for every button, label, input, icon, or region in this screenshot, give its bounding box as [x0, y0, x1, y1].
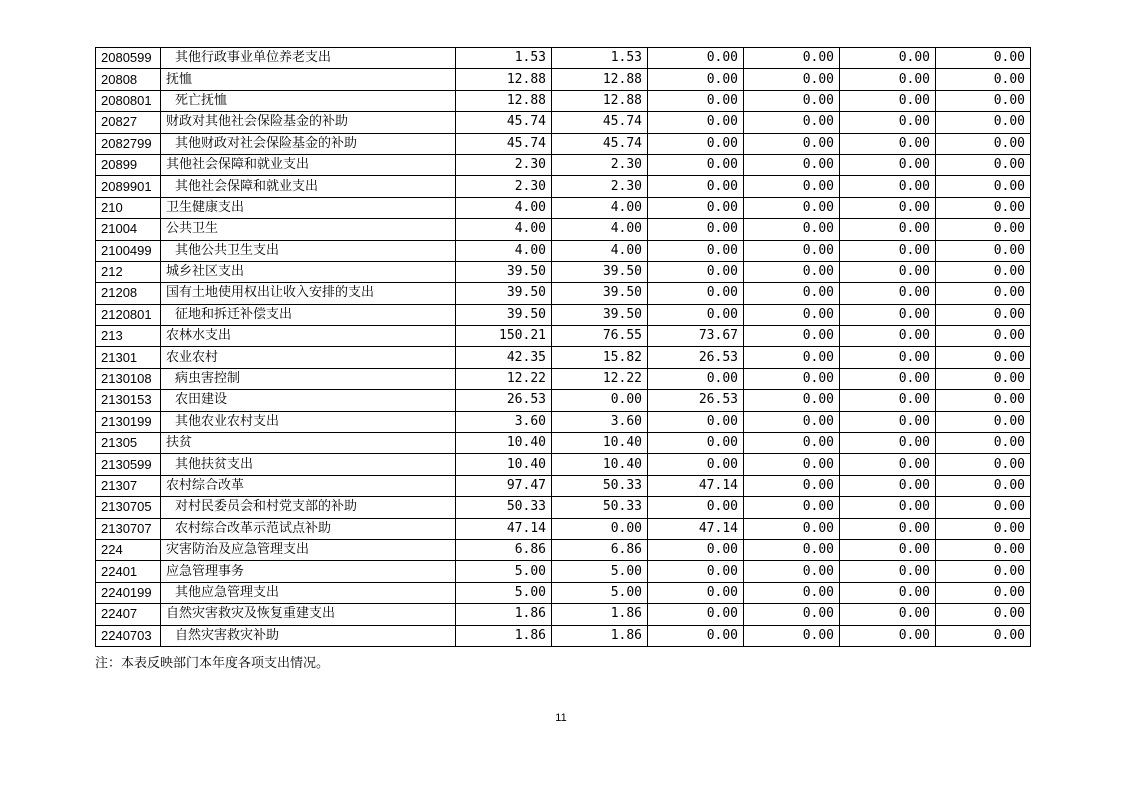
- column-2-amount-cell: 1.86: [552, 604, 648, 625]
- subject-name-cell: 国有土地使用权出让收入安排的支出: [161, 283, 456, 304]
- table-row: [96, 240, 1031, 261]
- subject-name-cell: 其他财政对社会保险基金的补助: [161, 133, 456, 154]
- table-row: [96, 604, 1031, 625]
- column-6-amount-cell: 0.00: [936, 283, 1031, 304]
- column-3-amount-cell: 73.67: [648, 326, 744, 347]
- column-6-amount-cell: 0.00: [936, 475, 1031, 496]
- total-amount-cell: 5.00: [456, 561, 552, 582]
- column-6-amount-cell: 0.00: [936, 48, 1031, 69]
- column-3-amount-cell: 0.00: [648, 582, 744, 603]
- column-3-amount-cell: 0.00: [648, 261, 744, 282]
- subject-code-cell: 2089901: [96, 176, 161, 197]
- total-amount-cell: 12.88: [456, 90, 552, 111]
- column-6-amount-cell: 0.00: [936, 261, 1031, 282]
- column-6-amount-cell: 0.00: [936, 133, 1031, 154]
- column-6-amount-cell: 0.00: [936, 604, 1031, 625]
- column-5-amount-cell: 0.00: [840, 326, 936, 347]
- column-6-amount-cell: 0.00: [936, 561, 1031, 582]
- column-4-amount-cell: 0.00: [744, 69, 840, 90]
- column-5-amount-cell: 0.00: [840, 604, 936, 625]
- column-3-amount-cell: 0.00: [648, 411, 744, 432]
- column-3-amount-cell: 47.14: [648, 475, 744, 496]
- column-2-amount-cell: 4.00: [552, 219, 648, 240]
- column-4-amount-cell: 0.00: [744, 561, 840, 582]
- column-4-amount-cell: 0.00: [744, 411, 840, 432]
- column-4-amount-cell: 0.00: [744, 539, 840, 560]
- subject-code-cell: 2240199: [96, 582, 161, 603]
- column-3-amount-cell: 0.00: [648, 176, 744, 197]
- column-2-amount-cell: 12.88: [552, 69, 648, 90]
- subject-code-cell: 2082799: [96, 133, 161, 154]
- table-row: [96, 561, 1031, 582]
- total-amount-cell: 45.74: [456, 133, 552, 154]
- column-4-amount-cell: 0.00: [744, 582, 840, 603]
- column-5-amount-cell: 0.00: [840, 240, 936, 261]
- table-row: [96, 176, 1031, 197]
- total-amount-cell: 12.88: [456, 69, 552, 90]
- column-6-amount-cell: 0.00: [936, 390, 1031, 411]
- table-note: 注：本表反映部门本年度各项支出情况。: [95, 656, 330, 671]
- column-6-amount-cell: 0.00: [936, 582, 1031, 603]
- column-6-amount-cell: 0.00: [936, 625, 1031, 646]
- column-2-amount-cell: 10.40: [552, 454, 648, 475]
- column-5-amount-cell: 0.00: [840, 304, 936, 325]
- total-amount-cell: 39.50: [456, 304, 552, 325]
- total-amount-cell: 4.00: [456, 197, 552, 218]
- table-row: [96, 518, 1031, 539]
- subject-code-cell: 21301: [96, 347, 161, 368]
- column-2-amount-cell: 6.86: [552, 539, 648, 560]
- subject-name-cell: 农田建设: [161, 390, 456, 411]
- column-5-amount-cell: 0.00: [840, 433, 936, 454]
- column-5-amount-cell: 0.00: [840, 518, 936, 539]
- subject-name-cell: 卫生健康支出: [161, 197, 456, 218]
- subject-code-cell: 21004: [96, 219, 161, 240]
- subject-name-cell: 自然灾害救灾及恢复重建支出: [161, 604, 456, 625]
- table-row: [96, 582, 1031, 603]
- column-3-amount-cell: 0.00: [648, 433, 744, 454]
- total-amount-cell: 2.30: [456, 154, 552, 175]
- table-row: [96, 48, 1031, 69]
- column-2-amount-cell: 2.30: [552, 154, 648, 175]
- column-3-amount-cell: 0.00: [648, 69, 744, 90]
- table-row: [96, 411, 1031, 432]
- column-3-amount-cell: 0.00: [648, 240, 744, 261]
- column-2-amount-cell: 0.00: [552, 518, 648, 539]
- column-5-amount-cell: 0.00: [840, 454, 936, 475]
- column-3-amount-cell: 47.14: [648, 518, 744, 539]
- column-3-amount-cell: 0.00: [648, 90, 744, 111]
- column-6-amount-cell: 0.00: [936, 497, 1031, 518]
- column-3-amount-cell: 0.00: [648, 154, 744, 175]
- column-6-amount-cell: 0.00: [936, 176, 1031, 197]
- subject-name-cell: 城乡社区支出: [161, 261, 456, 282]
- column-6-amount-cell: 0.00: [936, 326, 1031, 347]
- subject-name-cell: 病虫害控制: [161, 368, 456, 389]
- subject-name-cell: 其他公共卫生支出: [161, 240, 456, 261]
- column-4-amount-cell: 0.00: [744, 112, 840, 133]
- column-2-amount-cell: 39.50: [552, 283, 648, 304]
- expenditure-table: [95, 47, 1031, 647]
- subject-code-cell: 21305: [96, 433, 161, 454]
- column-4-amount-cell: 0.00: [744, 625, 840, 646]
- column-6-amount-cell: 0.00: [936, 368, 1031, 389]
- column-3-amount-cell: 0.00: [648, 48, 744, 69]
- subject-code-cell: 20827: [96, 112, 161, 133]
- column-3-amount-cell: 26.53: [648, 390, 744, 411]
- table-row: [96, 454, 1031, 475]
- column-5-amount-cell: 0.00: [840, 90, 936, 111]
- total-amount-cell: 1.53: [456, 48, 552, 69]
- total-amount-cell: 45.74: [456, 112, 552, 133]
- subject-name-cell: 农村综合改革示范试点补助: [161, 518, 456, 539]
- column-5-amount-cell: 0.00: [840, 261, 936, 282]
- subject-code-cell: 212: [96, 261, 161, 282]
- subject-name-cell: 对村民委员会和村党支部的补助: [161, 497, 456, 518]
- subject-name-cell: 公共卫生: [161, 219, 456, 240]
- column-5-amount-cell: 0.00: [840, 48, 936, 69]
- table-row: [96, 219, 1031, 240]
- column-4-amount-cell: 0.00: [744, 283, 840, 304]
- subject-code-cell: 2130707: [96, 518, 161, 539]
- column-3-amount-cell: 0.00: [648, 625, 744, 646]
- column-4-amount-cell: 0.00: [744, 154, 840, 175]
- page-number: 11: [555, 712, 567, 724]
- column-2-amount-cell: 12.88: [552, 90, 648, 111]
- column-5-amount-cell: 0.00: [840, 219, 936, 240]
- table-body: [96, 48, 1031, 647]
- total-amount-cell: 26.53: [456, 390, 552, 411]
- subject-name-cell: 其他农业农村支出: [161, 411, 456, 432]
- subject-code-cell: 22401: [96, 561, 161, 582]
- column-3-amount-cell: 26.53: [648, 347, 744, 368]
- column-4-amount-cell: 0.00: [744, 368, 840, 389]
- column-2-amount-cell: 1.86: [552, 625, 648, 646]
- column-2-amount-cell: 45.74: [552, 112, 648, 133]
- total-amount-cell: 12.22: [456, 368, 552, 389]
- column-3-amount-cell: 0.00: [648, 219, 744, 240]
- column-4-amount-cell: 0.00: [744, 433, 840, 454]
- column-5-amount-cell: 0.00: [840, 390, 936, 411]
- column-2-amount-cell: 76.55: [552, 326, 648, 347]
- subject-name-cell: 抚恤: [161, 69, 456, 90]
- table-row: [96, 112, 1031, 133]
- column-6-amount-cell: 0.00: [936, 197, 1031, 218]
- subject-name-cell: 自然灾害救灾补助: [161, 625, 456, 646]
- table-row: [96, 197, 1031, 218]
- column-6-amount-cell: 0.00: [936, 454, 1031, 475]
- column-2-amount-cell: 3.60: [552, 411, 648, 432]
- subject-code-cell: 2130108: [96, 368, 161, 389]
- column-2-amount-cell: 0.00: [552, 390, 648, 411]
- total-amount-cell: 39.50: [456, 261, 552, 282]
- column-4-amount-cell: 0.00: [744, 197, 840, 218]
- column-4-amount-cell: 0.00: [744, 219, 840, 240]
- column-2-amount-cell: 4.00: [552, 240, 648, 261]
- table-row: [96, 133, 1031, 154]
- total-amount-cell: 4.00: [456, 240, 552, 261]
- column-6-amount-cell: 0.00: [936, 154, 1031, 175]
- column-6-amount-cell: 0.00: [936, 539, 1031, 560]
- table-row: [96, 368, 1031, 389]
- column-2-amount-cell: 39.50: [552, 261, 648, 282]
- column-4-amount-cell: 0.00: [744, 240, 840, 261]
- column-5-amount-cell: 0.00: [840, 582, 936, 603]
- column-4-amount-cell: 0.00: [744, 604, 840, 625]
- column-6-amount-cell: 0.00: [936, 347, 1031, 368]
- column-5-amount-cell: 0.00: [840, 176, 936, 197]
- subject-name-cell: 扶贫: [161, 433, 456, 454]
- subject-code-cell: 213: [96, 326, 161, 347]
- column-2-amount-cell: 2.30: [552, 176, 648, 197]
- column-6-amount-cell: 0.00: [936, 518, 1031, 539]
- column-5-amount-cell: 0.00: [840, 69, 936, 90]
- table-row: [96, 90, 1031, 111]
- column-5-amount-cell: 0.00: [840, 475, 936, 496]
- subject-name-cell: 征地和拆迁补偿支出: [161, 304, 456, 325]
- column-4-amount-cell: 0.00: [744, 347, 840, 368]
- table-row: [96, 69, 1031, 90]
- column-5-amount-cell: 0.00: [840, 133, 936, 154]
- subject-name-cell: 死亡抚恤: [161, 90, 456, 111]
- column-6-amount-cell: 0.00: [936, 240, 1031, 261]
- table-row: [96, 347, 1031, 368]
- subject-name-cell: 应急管理事务: [161, 561, 456, 582]
- table-row: [96, 326, 1031, 347]
- column-3-amount-cell: 0.00: [648, 283, 744, 304]
- column-3-amount-cell: 0.00: [648, 497, 744, 518]
- subject-code-cell: 21208: [96, 283, 161, 304]
- subject-code-cell: 2130153: [96, 390, 161, 411]
- total-amount-cell: 50.33: [456, 497, 552, 518]
- total-amount-cell: 6.86: [456, 539, 552, 560]
- total-amount-cell: 97.47: [456, 475, 552, 496]
- column-2-amount-cell: 15.82: [552, 347, 648, 368]
- column-5-amount-cell: 0.00: [840, 539, 936, 560]
- total-amount-cell: 42.35: [456, 347, 552, 368]
- column-4-amount-cell: 0.00: [744, 48, 840, 69]
- total-amount-cell: 2.30: [456, 176, 552, 197]
- subject-name-cell: 其他行政事业单位养老支出: [161, 48, 456, 69]
- column-4-amount-cell: 0.00: [744, 176, 840, 197]
- column-5-amount-cell: 0.00: [840, 497, 936, 518]
- column-5-amount-cell: 0.00: [840, 197, 936, 218]
- column-2-amount-cell: 10.40: [552, 433, 648, 454]
- table-row: [96, 261, 1031, 282]
- column-4-amount-cell: 0.00: [744, 475, 840, 496]
- table-row: [96, 539, 1031, 560]
- column-4-amount-cell: 0.00: [744, 497, 840, 518]
- column-3-amount-cell: 0.00: [648, 133, 744, 154]
- column-3-amount-cell: 0.00: [648, 112, 744, 133]
- column-3-amount-cell: 0.00: [648, 197, 744, 218]
- subject-code-cell: 2240703: [96, 625, 161, 646]
- column-3-amount-cell: 0.00: [648, 454, 744, 475]
- subject-name-cell: 其他社会保障和就业支出: [161, 154, 456, 175]
- column-2-amount-cell: 4.00: [552, 197, 648, 218]
- table-row: [96, 497, 1031, 518]
- column-6-amount-cell: 0.00: [936, 219, 1031, 240]
- subject-code-cell: 224: [96, 539, 161, 560]
- subject-code-cell: 210: [96, 197, 161, 218]
- total-amount-cell: 39.50: [456, 283, 552, 304]
- subject-code-cell: 21307: [96, 475, 161, 496]
- subject-code-cell: 2120801: [96, 304, 161, 325]
- subject-name-cell: 农村综合改革: [161, 475, 456, 496]
- column-6-amount-cell: 0.00: [936, 90, 1031, 111]
- column-5-amount-cell: 0.00: [840, 112, 936, 133]
- table-row: [96, 433, 1031, 454]
- table-row: [96, 390, 1031, 411]
- total-amount-cell: 1.86: [456, 604, 552, 625]
- column-4-amount-cell: 0.00: [744, 304, 840, 325]
- table-row: [96, 304, 1031, 325]
- column-4-amount-cell: 0.00: [744, 454, 840, 475]
- column-4-amount-cell: 0.00: [744, 261, 840, 282]
- total-amount-cell: 5.00: [456, 582, 552, 603]
- table-row: [96, 283, 1031, 304]
- subject-code-cell: 2080599: [96, 48, 161, 69]
- total-amount-cell: 1.86: [456, 625, 552, 646]
- table-row: [96, 475, 1031, 496]
- column-5-amount-cell: 0.00: [840, 625, 936, 646]
- column-2-amount-cell: 5.00: [552, 582, 648, 603]
- total-amount-cell: 3.60: [456, 411, 552, 432]
- subject-name-cell: 灾害防治及应急管理支出: [161, 539, 456, 560]
- column-3-amount-cell: 0.00: [648, 604, 744, 625]
- table-row: [96, 625, 1031, 646]
- column-6-amount-cell: 0.00: [936, 69, 1031, 90]
- subject-code-cell: 2100499: [96, 240, 161, 261]
- total-amount-cell: 10.40: [456, 433, 552, 454]
- column-4-amount-cell: 0.00: [744, 90, 840, 111]
- total-amount-cell: 4.00: [456, 219, 552, 240]
- subject-code-cell: 22407: [96, 604, 161, 625]
- column-2-amount-cell: 50.33: [552, 497, 648, 518]
- column-2-amount-cell: 12.22: [552, 368, 648, 389]
- column-5-amount-cell: 0.00: [840, 561, 936, 582]
- column-2-amount-cell: 39.50: [552, 304, 648, 325]
- column-2-amount-cell: 5.00: [552, 561, 648, 582]
- total-amount-cell: 47.14: [456, 518, 552, 539]
- column-4-amount-cell: 0.00: [744, 518, 840, 539]
- subject-code-cell: 2130199: [96, 411, 161, 432]
- subject-code-cell: 2130705: [96, 497, 161, 518]
- column-5-amount-cell: 0.00: [840, 411, 936, 432]
- column-2-amount-cell: 1.53: [552, 48, 648, 69]
- column-5-amount-cell: 0.00: [840, 154, 936, 175]
- column-3-amount-cell: 0.00: [648, 304, 744, 325]
- column-4-amount-cell: 0.00: [744, 326, 840, 347]
- column-3-amount-cell: 0.00: [648, 539, 744, 560]
- column-6-amount-cell: 0.00: [936, 304, 1031, 325]
- column-2-amount-cell: 45.74: [552, 133, 648, 154]
- expenditure-table-container: [95, 47, 1031, 647]
- subject-code-cell: 20808: [96, 69, 161, 90]
- subject-code-cell: 2130599: [96, 454, 161, 475]
- column-3-amount-cell: 0.00: [648, 368, 744, 389]
- column-3-amount-cell: 0.00: [648, 561, 744, 582]
- subject-name-cell: 农业农村: [161, 347, 456, 368]
- subject-name-cell: 其他社会保障和就业支出: [161, 176, 456, 197]
- column-5-amount-cell: 0.00: [840, 368, 936, 389]
- column-2-amount-cell: 50.33: [552, 475, 648, 496]
- column-6-amount-cell: 0.00: [936, 433, 1031, 454]
- subject-code-cell: 2080801: [96, 90, 161, 111]
- column-6-amount-cell: 0.00: [936, 112, 1031, 133]
- column-5-amount-cell: 0.00: [840, 283, 936, 304]
- column-6-amount-cell: 0.00: [936, 411, 1031, 432]
- total-amount-cell: 150.21: [456, 326, 552, 347]
- subject-name-cell: 其他扶贫支出: [161, 454, 456, 475]
- column-4-amount-cell: 0.00: [744, 390, 840, 411]
- column-5-amount-cell: 0.00: [840, 347, 936, 368]
- subject-name-cell: 农林水支出: [161, 326, 456, 347]
- subject-name-cell: 财政对其他社会保险基金的补助: [161, 112, 456, 133]
- total-amount-cell: 10.40: [456, 454, 552, 475]
- column-4-amount-cell: 0.00: [744, 133, 840, 154]
- subject-code-cell: 20899: [96, 154, 161, 175]
- subject-name-cell: 其他应急管理支出: [161, 582, 456, 603]
- table-row: [96, 154, 1031, 175]
